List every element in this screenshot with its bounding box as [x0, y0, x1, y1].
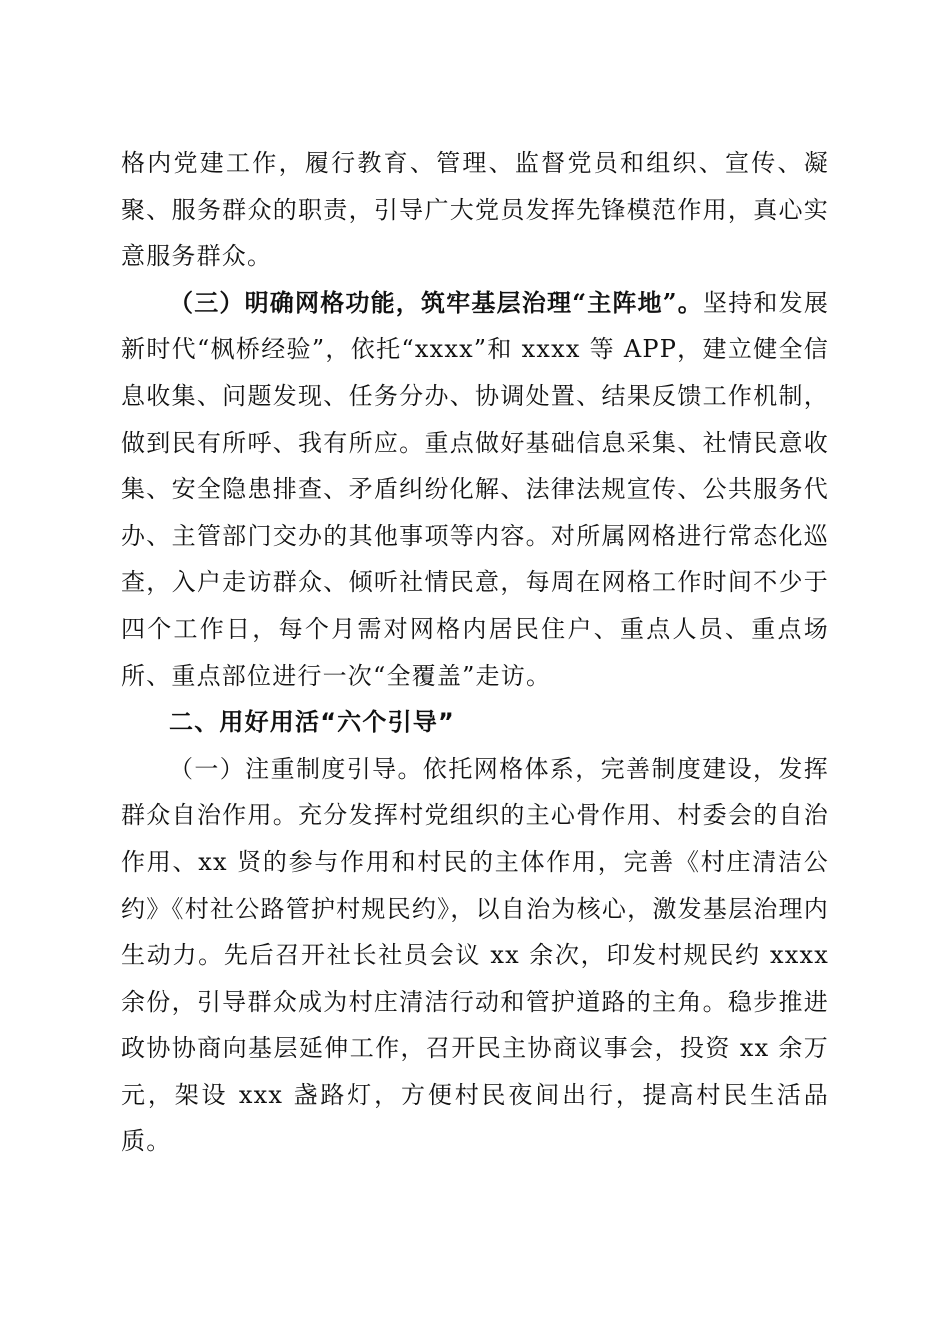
paragraph-body: 依托网格体系，完善制度建设，发挥群众自治作用。充分发挥村党组织的主心骨作用、村委会的自治作用、xx 贤的参与作用和村民的主体作用，完善《村庄清洁公约》《村社公路管护村规民约》，以自治为核心，激发基层治理内生动力。先后召开社长社员会议 xx 余次，印发村规民约 xxxx 余份，引导群众成为村庄清洁行动和管护道路的主角。稳步推进政协协商向基层延伸工作，召开民主协商议事会，投资 xx 余万元，架设 xxx 盏路灯，方便村民夜间出行，提高村民生活品质。	[121, 754, 829, 1156]
paragraph-body: 坚持和发展新时代“枫桥经验”，依托“xxxx”和 xxxx 等 APP，建立健全信息收集、问题发现、任务分办、协调处置、结果反馈工作机制，做到民有所呼、我有所应。重点做好基础信息采集、社情民意收集、安全隐患排查、矛盾纠纷化解、法律法规宣传、公共服务代办、主管部门交办的其他事项等内容。对所属网格进行常态化巡查，入户走访群众、倾听社情民意，每周在网格工作时间不少于四个工作日，每个月需对网格内居民住户、重点人员、重点场所、重点部位进行一次“全覆盖”走访。	[121, 288, 830, 690]
paragraph-system-guidance	[121, 746, 829, 1165]
document-body	[121, 140, 829, 1165]
section-heading: 二、用好用活“六个引导”	[169, 708, 455, 737]
paragraph-lead: （一）注重制度引导。	[169, 754, 423, 783]
paragraph-continuation: 格内党建工作，履行教育、管理、监督党员和组织、宣传、凝聚、服务群众的职责，引导广大党员发挥先锋模范作用，真心实意服务群众。	[121, 149, 829, 271]
paragraph-lead: （三）明确网格功能，筑牢基层治理“主阵地”。	[169, 287, 704, 317]
paragraph-grid-function	[121, 280, 829, 699]
